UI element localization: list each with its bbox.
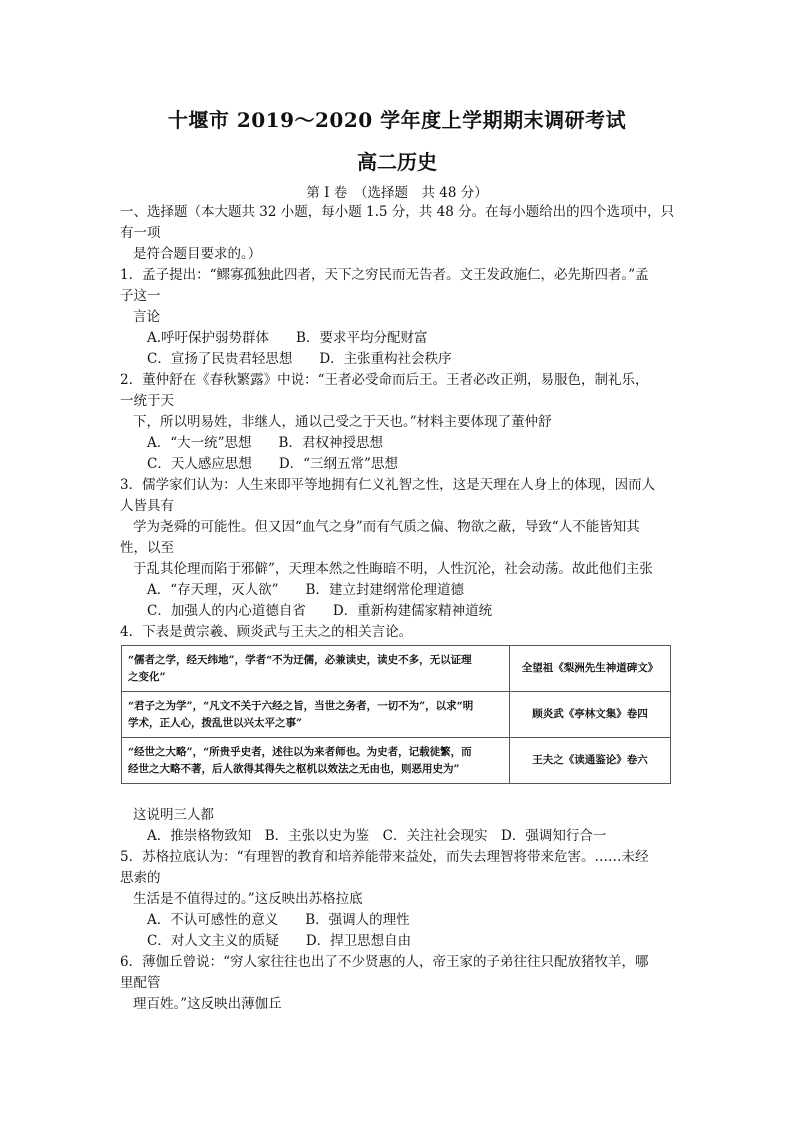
quote-cell	[122, 692, 510, 738]
question-1-stem: 言论	[133, 309, 160, 325]
question-5-options: C．对人文主义的质疑 D．捍卫思想自由	[147, 933, 412, 949]
question-1-stem: 1．孟子提出：“鳏寡孤独此四者，天下之穷民而无告者。文王发政施仁，必先斯四者。”孟	[120, 267, 649, 283]
section-heading: 第 I 卷 （选择题 共 48 分）	[306, 185, 488, 201]
quote-line: 学术，正人心，拨乱世以兴太平之事”	[128, 716, 303, 729]
question-4-stem: 4．下表是黄宗羲、顾炎武与王夫之的相关言论。	[120, 624, 413, 640]
question-3-stem: 性，以至	[120, 540, 174, 556]
question-1-stem: 子这一	[120, 288, 161, 304]
question-5-stem: 思索的	[120, 870, 161, 886]
question-5-stem: 5．苏格拉底认为：“有理智的教育和培养能带来益处，而失去理智将带来危害。……未经	[120, 849, 649, 865]
question-3-options: C．加强人的内心道德自省 D．重新构建儒家精神道统	[147, 603, 493, 619]
instructions-line: 一、选择题（本大题共 32 小题，每小题 1.5 分，共 48 分。在每小题给出的四个选项中，只	[120, 204, 675, 220]
question-3-stem: 人皆具有	[120, 498, 174, 514]
quote-line: 之变化”	[128, 670, 166, 683]
source-cell: 全望祖《梨洲先生神道碑文》	[510, 646, 671, 692]
table-row	[122, 692, 671, 738]
question-4-options: A．推崇格物致知 B．主张以史为鉴 C．关注社会现实 D．强调知行合一	[147, 828, 607, 844]
question-6-stem: 理百姓。”这反映出薄伽丘	[133, 996, 282, 1012]
quote-line: “儒者之学，经天纬地”，学者“不为迂儒，必兼读史，读史不多，无以证理	[128, 653, 472, 666]
question-6-stem: 里配管	[120, 975, 161, 991]
question-2-stem: 2．董仲舒在《春秋繁露》中说：“王者必受命而后王。王者必改正朔，易服色，制礼乐，	[120, 372, 649, 388]
source-cell: 王夫之《读通鉴论》卷六	[510, 738, 671, 784]
quote-line: “君子之为学”，“凡文不关于六经之旨，当世之务者，一切不为”，以求“明	[128, 699, 474, 712]
instructions-line: 是符合题目要求的。）	[133, 246, 262, 262]
quote-cell	[122, 738, 510, 784]
quote-line: “经世之大略”，“所贵乎史者，述往以为来者师也。为史者，记载徒繁，而	[128, 745, 472, 758]
question-2-options: A．“大一统”思想 B．君权神授思想	[147, 435, 383, 451]
quote-cell	[122, 646, 510, 692]
question-3-stem: 学为尧舜的可能性。但又因“血气之身”而有气质之偏、物欲之蔽，导致“人不能皆知其	[133, 519, 640, 535]
question-2-stem: 一统于天	[120, 393, 174, 409]
question-2-options: C．天人感应思想 D．“三纲五常”思想	[147, 456, 398, 472]
question-1-options: C．宣扬了民贵君轻思想 D．主张重构社会秩序	[147, 351, 452, 367]
exam-title: 十堰市 2019～2020 学年度上学期期末调研考试	[167, 108, 627, 132]
question-2-stem: 下，所以明易姓，非继人，通以己受之于天也。”材料主要体现了董仲舒	[133, 414, 552, 430]
question-6-stem: 6．薄伽丘曾说：“穷人家往往也出了不少贤惠的人，帝王家的子弟往往只配放猪牧羊，哪	[120, 954, 649, 970]
table-row	[122, 738, 671, 784]
question-3-stem: 3．儒学家们认为：人生来即平等地拥有仁义礼智之性，这是天理在人身上的体现，因而人	[120, 477, 656, 493]
question-4-followup: 这说明三人都	[133, 807, 214, 823]
question-1-options: A.呼吁保护弱势群体 B．要求平均分配财富	[147, 330, 428, 346]
instructions-line: 有一项	[120, 225, 161, 241]
source-cell: 顾炎武《亭林文集》卷四	[510, 692, 671, 738]
table-row	[122, 646, 671, 692]
question-5-options: A．不认可感性的意义 B．强调人的理性	[147, 912, 410, 928]
question-5-stem: 生活是不值得过的。”这反映出苏格拉底	[133, 891, 363, 907]
exam-subject: 高二历史	[357, 150, 437, 174]
question-3-stem: 于乱其伦理而陷于邪僻”，天理本然之性晦暗不明，人性沉沦，社会动荡。故此他们主张	[133, 561, 653, 577]
question-3-options: A．“存天理，灭人欲” B．建立封建纲常伦理道德	[147, 582, 464, 598]
quote-line: 经世之大略不著，后人欲得其得失之枢机以效法之无由也，则恶用史为”	[128, 762, 460, 775]
quotes-table	[121, 645, 671, 784]
